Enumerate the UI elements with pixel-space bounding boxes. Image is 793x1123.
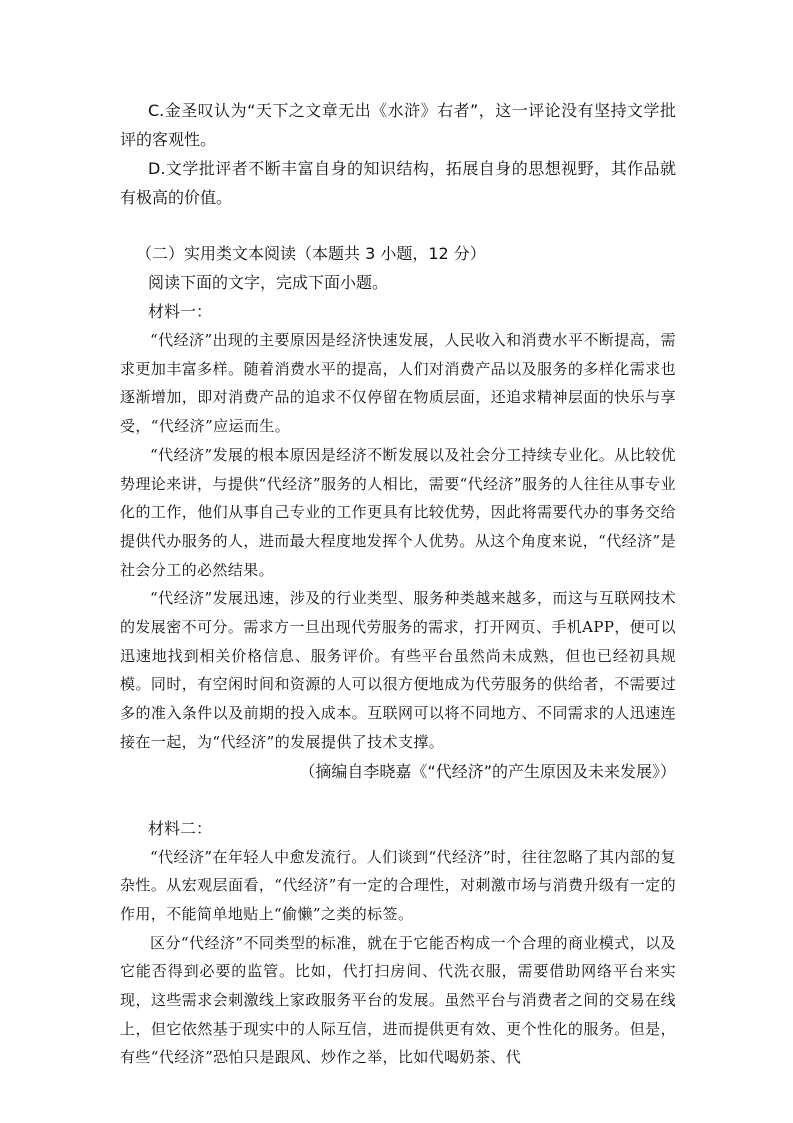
material2-paragraph-1: “代经济”在年轻人中愈发流行。人们谈到“代经济”时，往往忽略了其内部的复杂性。从宏观层面看，“代经济”有一定的合理性，对刺激市场与消费升级有一定的作用，不能简单地贴上“偷懒”之类的标签。 — [120, 847, 676, 923]
option-c: C.金圣叹认为“天下之文章无出《水浒》右者”，这一评论没有坚持文学批评的客观性。 — [120, 101, 676, 149]
material1-label: 材料一： — [148, 302, 213, 321]
material1-paragraph-1: “代经济”出现的主要原因是经济快速发展，人民收入和消费水平不断提高，需求更加丰富多样。随着消费水平的提高，人们对消费产品以及服务的多样化需求也逐渐增加，即对消费产品的追求不仅停留在物质层面，还追求精神层面的快乐与享受，“代经济”应运而生。 — [120, 331, 676, 436]
material1-source: （摘编自李晓嘉《“代经济”的产生原因及未来发展》） — [299, 761, 676, 781]
document-content — [120, 96, 676, 1072]
material1-paragraph-2: “代经济”发展的根本原因是经济不断发展以及社会分工持续专业化。从比较优势理论来讲，与提供“代经济”服务的人相比，需要“代经济”服务的人往往从事专业化的工作，他们从事自己专业的工作更具有比较优势，因此将需要代办的事务交给提供代办服务的人，进而最大程度地发挥个人优势。从这个角度来说，“代经济”是社会分工的必然结果。 — [120, 445, 676, 579]
material2-paragraph-2: 区分“代经济”不同类型的标准，就在于它能否构成一个合理的商业模式，以及它能否得到必要的监管。比如，代打扫房间、代洗衣服，需要借助网络平台来实现，这些需求会刺激线上家政服务平台的发展。虽然平台与消费者之间的交易在线上，但它依然基于现实中的人际互信，进而提供更有效、更个性化的服务。但是，有些“代经济”恐怕只是跟风、炒作之举，比如代喝奶茶、代 — [120, 933, 676, 1067]
spacer — [120, 786, 676, 814]
section-heading: （二）实用类文本阅读（本题共 3 小题，12 分） — [136, 244, 486, 263]
spacer — [120, 212, 676, 239]
section-instruction: 阅读下面的文字，完成下面小题。 — [148, 273, 389, 292]
option-d: D.文学批评者不断丰富自身的知识结构，拓展自身的思想视野，其作品就有极高的价值。 — [120, 159, 676, 207]
material2-label: 材料二： — [148, 818, 213, 838]
material1-paragraph-3: “代经济”发展迅速，涉及的行业类型、服务种类越来越多，而这与互联网技术的发展密不可分。需求方一旦出现代劳服务的需求，打开网页、手机APP，便可以迅速地找到相关价格信息、服务评价。有些平台虽然尚未成熟，但也已经初具规模。同时，有空闲时间和资源的人可以很方便地成为代劳服务的供给者，不需要过多的准入条件以及前期的投入成本。互联网可以将不同地方、不同需求的人迅速连接在一起，为“代经济”的发展提供了技术支撑。 — [120, 589, 676, 751]
